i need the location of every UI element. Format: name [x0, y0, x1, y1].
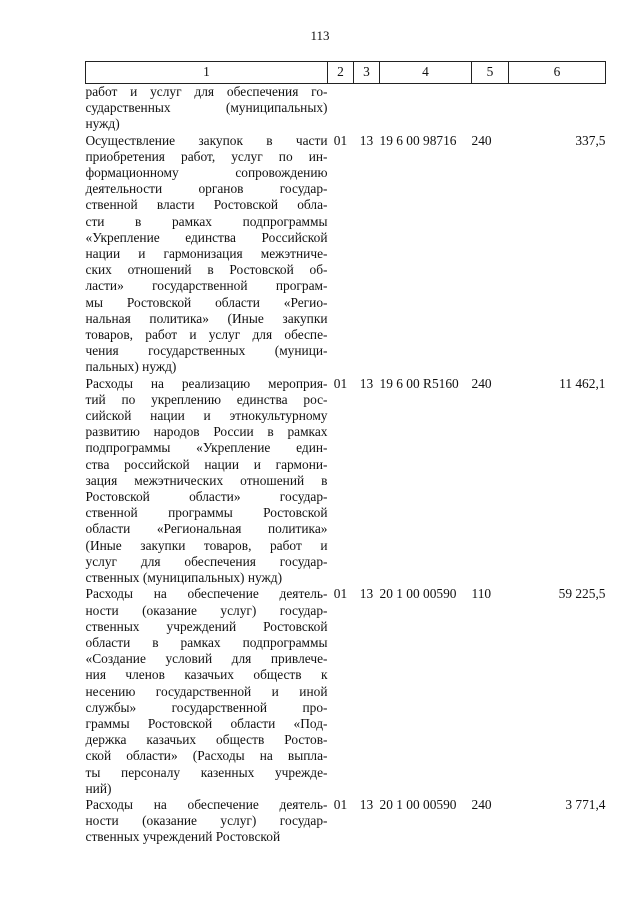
- expense-type-code: 240: [471, 375, 492, 391]
- description-line: ской области» (Расходы на выпла-: [85, 748, 328, 764]
- target-article-code: 19 6 00 98716: [379, 132, 457, 148]
- target-article-code: 20 1 00 00590: [379, 586, 457, 602]
- table-header-row: [86, 62, 606, 84]
- table-row: [86, 376, 606, 587]
- row-description: [86, 586, 328, 797]
- description-line: «Укрепление единства Российской: [85, 229, 328, 245]
- description-line: формационному сопровождению: [85, 165, 328, 181]
- section-code: 01: [333, 796, 348, 812]
- header-col-1: 1: [86, 62, 328, 84]
- expense-type-code: 240: [471, 796, 492, 812]
- description-line: (Иные закупки товаров, работ и: [85, 537, 328, 553]
- row-description: [86, 376, 328, 587]
- description-line: приобретения работ, услуг по ин-: [85, 148, 328, 164]
- description-line: Осуществление закупок в части: [85, 132, 328, 148]
- description-line: ственных учреждений Ростовской: [85, 618, 328, 634]
- description-line: Ростовской области» государ-: [85, 489, 328, 505]
- description-line: Расходы на обеспечение деятель-: [85, 586, 328, 602]
- description-line: ских отношений в Ростовской об-: [85, 262, 328, 278]
- expense-type-code: 240: [471, 132, 492, 148]
- description-line: нации и гармонизация межэтниче-: [85, 246, 328, 262]
- target-article-code: 20 1 00 00590: [379, 796, 457, 812]
- empty-cell: [354, 84, 380, 133]
- budget-table: [85, 61, 606, 846]
- description-line: товаров, работ и услуг для обеспе-: [85, 327, 328, 343]
- subsection-code: 13: [359, 796, 374, 812]
- empty-cell: [509, 84, 606, 133]
- section-code: 01: [333, 132, 348, 148]
- header-col-3: 3: [354, 62, 380, 84]
- description-line: сударственных (муниципальных): [85, 100, 328, 116]
- description-line: граммы Ростовской области «Под-: [85, 715, 328, 731]
- description-line: ственной программы Ростовской: [85, 505, 328, 521]
- description-line: нужд): [85, 116, 120, 132]
- section-code: 01: [333, 586, 348, 602]
- description-line: ственной власти Ростовской обла-: [85, 197, 328, 213]
- page-number: 113: [310, 28, 330, 43]
- description-line: области в рамках подпрограммы: [85, 634, 328, 650]
- description-line: ния членов казачьих обществ к: [85, 667, 328, 683]
- description-line: ты персоналу казенных учрежде-: [85, 764, 328, 780]
- description-line: нальная политика» (Иные закупки: [85, 310, 328, 326]
- amount-value: 3 771,4: [565, 796, 606, 812]
- description-line: мы Ростовской области «Регио-: [85, 294, 328, 310]
- header-col-5: 5: [472, 62, 509, 84]
- description-line: деятельности органов государ-: [85, 181, 328, 197]
- amount-value: 337,5: [575, 132, 606, 148]
- empty-cell: [380, 84, 472, 133]
- row-description: [86, 133, 328, 376]
- description-line: ласти» государственной програм-: [85, 278, 328, 294]
- description-line: ственных учреждений Ростовской: [85, 829, 281, 845]
- description-line: сийской нации и этнокультурному: [85, 408, 328, 424]
- table-row: [86, 586, 606, 797]
- description-line: службы» государственной про-: [85, 699, 328, 715]
- description-line: тий по укреплению единства рос-: [85, 391, 328, 407]
- row-description: [86, 84, 328, 133]
- description-line: работ и услуг для обеспечения го-: [85, 84, 328, 99]
- amount-value: 59 225,5: [558, 586, 606, 602]
- table-row: [86, 133, 606, 376]
- description-line: несению государственной и иной: [85, 683, 328, 699]
- subsection-code: 13: [359, 586, 374, 602]
- description-line: ний): [85, 780, 112, 796]
- description-line: услуг для обеспечения государ-: [85, 553, 328, 569]
- description-line: Расходы на обеспечение деятель-: [85, 796, 328, 812]
- description-line: держка казачьих обществ Ростов-: [85, 732, 328, 748]
- description-line: ности (оказание услуг) государ-: [85, 602, 328, 618]
- description-line: области «Региональная политика»: [85, 521, 328, 537]
- empty-cell: [328, 84, 354, 133]
- subsection-code: 13: [359, 132, 374, 148]
- description-line: ности (оказание услуг) государ-: [85, 813, 328, 829]
- description-line: зация межэтнических отношений в: [85, 472, 328, 488]
- expense-type-code: 110: [471, 586, 492, 602]
- subsection-code: 13: [359, 375, 374, 391]
- row-description: [86, 797, 328, 846]
- description-line: сти в рамках подпрограммы: [85, 213, 328, 229]
- empty-cell: [472, 84, 509, 133]
- table-row-continuation: [86, 84, 606, 133]
- description-line: подпрограммы «Укрепление един-: [85, 440, 328, 456]
- header-col-6: 6: [509, 62, 606, 84]
- description-line: Расходы на реализацию мероприя-: [85, 375, 328, 391]
- header-col-4: 4: [380, 62, 472, 84]
- description-line: пальных) нужд): [85, 359, 177, 375]
- description-line: ственных (муниципальных) нужд): [85, 570, 283, 586]
- target-article-code: 19 6 00 R5160: [379, 375, 459, 391]
- description-line: ства российской нации и гармони-: [85, 456, 328, 472]
- amount-value: 11 462,1: [559, 375, 606, 391]
- table-row: [86, 797, 606, 846]
- description-line: «Создание условий для привлече-: [85, 651, 328, 667]
- header-col-2: 2: [328, 62, 354, 84]
- description-line: чения государственных (муници-: [85, 343, 328, 359]
- section-code: 01: [333, 375, 348, 391]
- description-line: развитию народов России в рамках: [85, 424, 328, 440]
